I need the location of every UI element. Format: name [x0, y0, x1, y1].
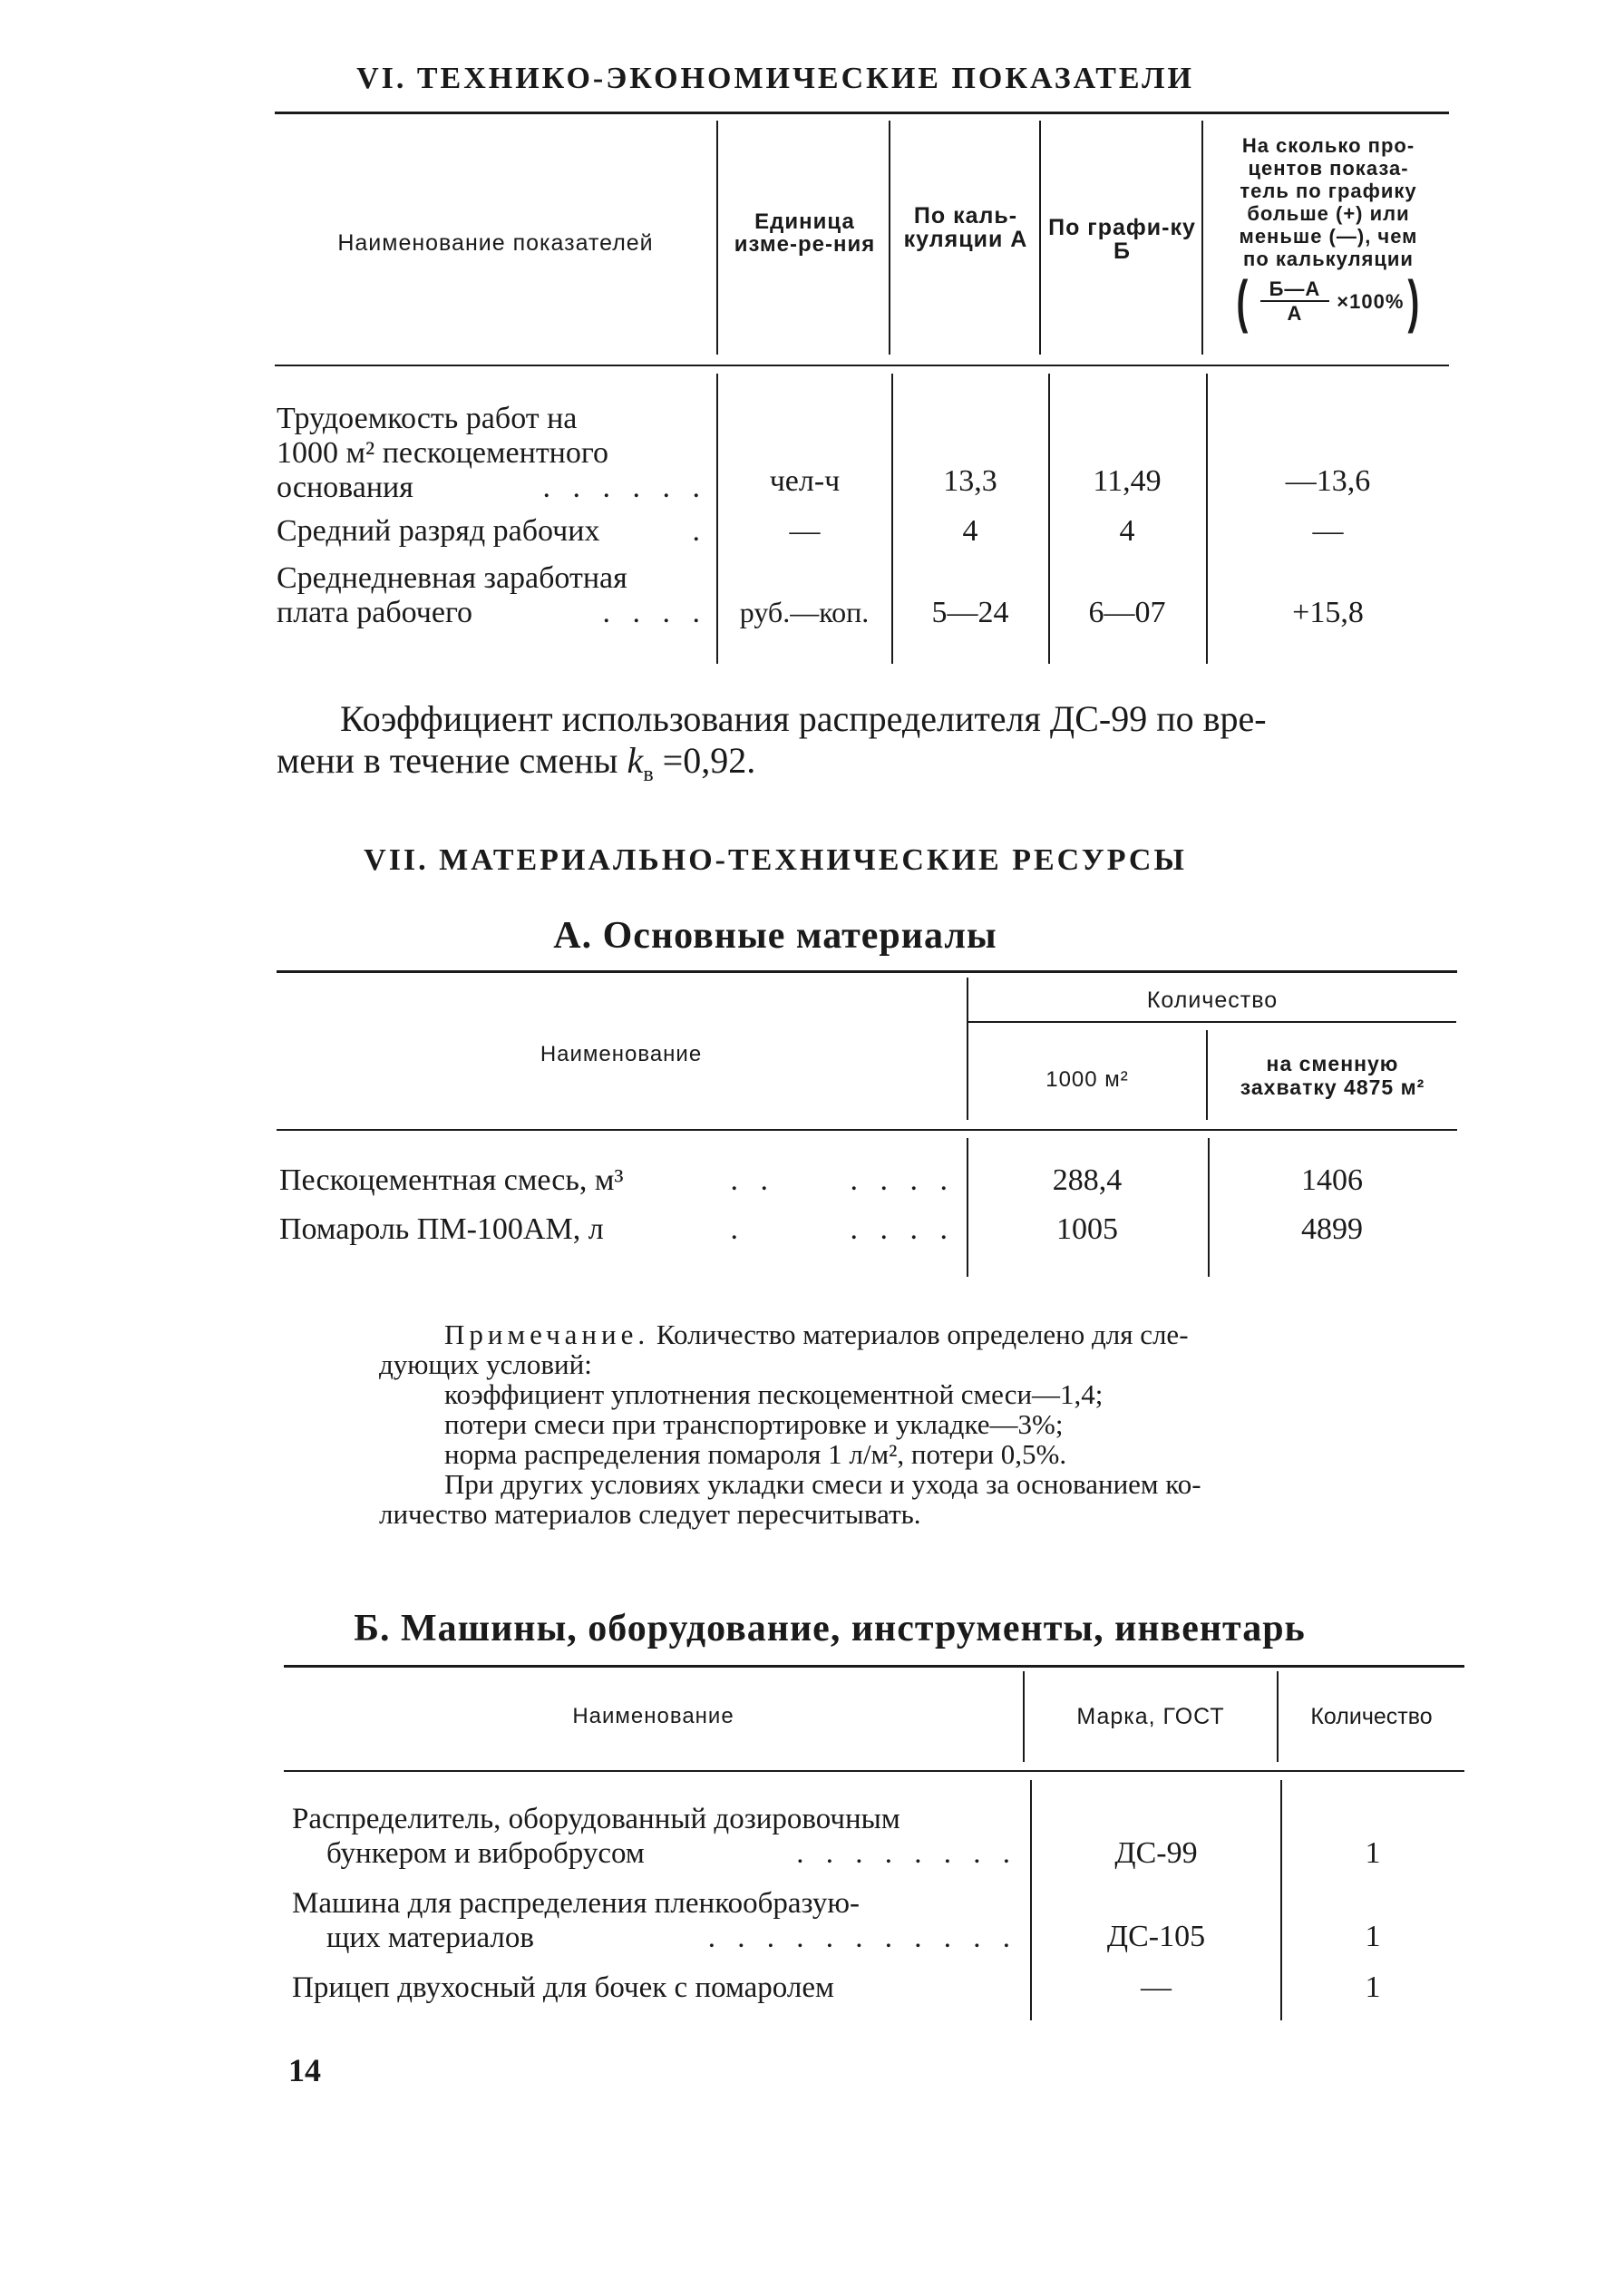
formula-multiplier: ×100% [1337, 289, 1405, 313]
row-name-text: основания [277, 471, 413, 504]
right-paren-icon: ) [1407, 268, 1421, 334]
col-divider [967, 1138, 968, 1277]
row-diff: —13,6 [1285, 464, 1371, 498]
note-line: потери смеси при транспортировке и укладке—3%; [444, 1408, 1064, 1440]
header-brand: Марка, ГОСТ [1076, 1704, 1225, 1729]
leader-dots: . . . . . . [730, 1163, 955, 1197]
row-diff: — [1312, 514, 1344, 548]
table-top-rule [275, 112, 1449, 114]
page-number: 14 [288, 2052, 321, 2088]
row-graph: 6—07 [1088, 596, 1166, 629]
table-sub-rule [968, 1021, 1456, 1023]
col-divider [889, 121, 890, 355]
row-name-line [277, 471, 707, 505]
note-line: личество материалов следует пересчитывать. [379, 1498, 921, 1530]
machine-name-text: бункером и вибробрусом [326, 1837, 645, 1870]
leader-dots: . . . . . . [542, 471, 707, 504]
machine-name-line: Машина для распределения пленкообразую- [292, 1887, 860, 1920]
col-divider [1201, 121, 1203, 355]
header-quantity: Количество [1310, 1704, 1433, 1729]
material-row [279, 1163, 955, 1198]
table-header-rule [277, 1129, 1457, 1131]
row-name-line: 1000 м² пескоцементного [277, 436, 608, 470]
left-paren-icon: ( [1236, 268, 1250, 334]
machine-name-line: Прицеп двухосный для бочек с помаролем [292, 1971, 834, 2004]
header-per-1000: 1000 м² [1045, 1067, 1129, 1092]
machine-qty: 1 [1365, 1970, 1381, 2004]
section-7-title: VII. МАТЕРИАЛЬНО-ТЕХНИЧЕСКИЕ РЕСУРСЫ [364, 843, 1187, 877]
note-text: Количество материалов определено для сле- [649, 1319, 1189, 1350]
row-name-line [277, 596, 707, 630]
row-name [277, 561, 707, 630]
coefficient-paragraph [277, 698, 1455, 795]
machine-qty: 1 [1365, 1920, 1381, 1953]
leader-dots: . . . . . [730, 1212, 955, 1246]
row-name-text: Трудоемкость работ на [277, 402, 578, 435]
formula-numerator: Б—А [1260, 277, 1330, 302]
header-unit: Единица изме-ре-ния [734, 209, 876, 258]
material-per-shift: 4899 [1301, 1212, 1363, 1246]
header-diff-line: меньше (—), чем [1239, 225, 1418, 248]
percent-formula [1232, 268, 1424, 334]
header-line: на сменную [1266, 1052, 1399, 1075]
header-graph: По графи-ку Б [1048, 215, 1196, 265]
header-diff-line: больше (+) или [1247, 202, 1410, 225]
machine-row [292, 1886, 1017, 1955]
section-6-title: VI. ТЕХНИКО-ЭКОНОМИЧЕСКИЕ ПОКАЗАТЕЛИ [356, 62, 1194, 95]
row-graph: 4 [1119, 514, 1135, 548]
col-divider [716, 121, 718, 355]
materials-note [379, 1319, 1467, 1529]
note-line [444, 1319, 1467, 1349]
coef-subscript: в [643, 763, 654, 786]
machine-row [292, 1802, 1017, 1871]
machine-qty: 1 [1365, 1836, 1381, 1870]
leader-dots: . [692, 514, 707, 548]
header-name: Наименование [540, 1042, 703, 1066]
leader-dots: . . . . . . . . [796, 1837, 1017, 1870]
row-unit: чел-ч [769, 464, 841, 498]
row-calc: 13,3 [943, 464, 997, 498]
table-top-rule [284, 1665, 1464, 1668]
note-line: дующих условий: [379, 1348, 592, 1380]
header-diff-line: тель по графику [1240, 180, 1417, 202]
coef-line: Коэффициент использования распределителя ДС-99 по вре- [340, 698, 1267, 739]
coef-text: мени в течение смены [277, 740, 627, 781]
coef-value: =0,92. [653, 740, 756, 781]
row-calc: 5—24 [931, 596, 1009, 629]
note-label: Примечание. [444, 1319, 650, 1350]
row-unit: — [789, 514, 821, 548]
formula-denominator: А [1287, 302, 1303, 325]
formula-fraction [1260, 277, 1330, 325]
material-per-1000: 1005 [1056, 1212, 1118, 1246]
subsection-b-title: Б. Машины, оборудование, инструменты, инвентарь [354, 1608, 1306, 1649]
machine-row [292, 1970, 1017, 2005]
machine-name-line: Распределитель, оборудованный дозировочным [292, 1803, 900, 1835]
row-graph: 11,49 [1093, 464, 1162, 498]
row-name-text: Средний разряд рабочих [277, 514, 600, 548]
table-header-rule [284, 1770, 1464, 1772]
note-line: При других условиях укладки смеси и ухода за основанием ко- [444, 1468, 1201, 1500]
header-diff-line: На сколько про- [1241, 134, 1415, 157]
header-name: Наименование показателей [337, 230, 654, 256]
row-name-line [277, 402, 707, 436]
machine-name-text: щих материалов [326, 1922, 534, 1954]
material-name: Помароль ПМ-100АМ, л [279, 1212, 604, 1246]
coef-line [277, 740, 1455, 795]
machine-name-line [292, 1921, 1017, 1955]
header-quantity: Количество [1146, 988, 1279, 1013]
table-top-rule [277, 970, 1457, 973]
machine-brand: — [1141, 1970, 1172, 2004]
header-diff-line: по калькуляции [1243, 248, 1414, 270]
col-divider [1039, 121, 1041, 355]
header-calc: По каль-куляции А [903, 203, 1028, 253]
material-per-shift: 1406 [1301, 1163, 1363, 1197]
subsection-a-title: А. Основные материалы [553, 915, 997, 957]
note-line: норма распределения помароля 1 л/м², потери 0,5%. [444, 1438, 1067, 1470]
row-name-line: Среднедневная заработная [277, 561, 627, 595]
material-per-1000: 288,4 [1052, 1163, 1123, 1197]
row-diff: +15,8 [1292, 596, 1364, 629]
header-name: Наименование [572, 1704, 734, 1728]
leader-dots: . . . . [602, 596, 707, 629]
row-calc: 4 [962, 514, 978, 548]
header-line: захватку 4875 м² [1240, 1075, 1425, 1099]
machine-brand: ДС-99 [1114, 1836, 1198, 1870]
material-name: Пескоцементная смесь, м³ [279, 1163, 624, 1197]
row-unit: руб.—коп. [739, 596, 870, 628]
row-name-text: плата рабочего [277, 596, 473, 629]
row-name [277, 402, 707, 505]
machine-name-line [292, 1836, 1017, 1871]
col-divider [1208, 1138, 1210, 1277]
header-diff [1206, 134, 1451, 334]
machine-brand: ДС-105 [1106, 1920, 1206, 1953]
coef-symbol: k [627, 740, 644, 781]
material-row [279, 1212, 955, 1247]
header-diff-line: центов показа- [1248, 157, 1409, 180]
leader-dots: . . . . . . . . . . . [707, 1922, 1017, 1954]
table-header-rule [275, 365, 1449, 366]
header-per-shift [1208, 1052, 1457, 1099]
row-name [277, 514, 707, 549]
note-line: коэффициент уплотнения пескоцементной смеси—1,4; [444, 1378, 1104, 1410]
